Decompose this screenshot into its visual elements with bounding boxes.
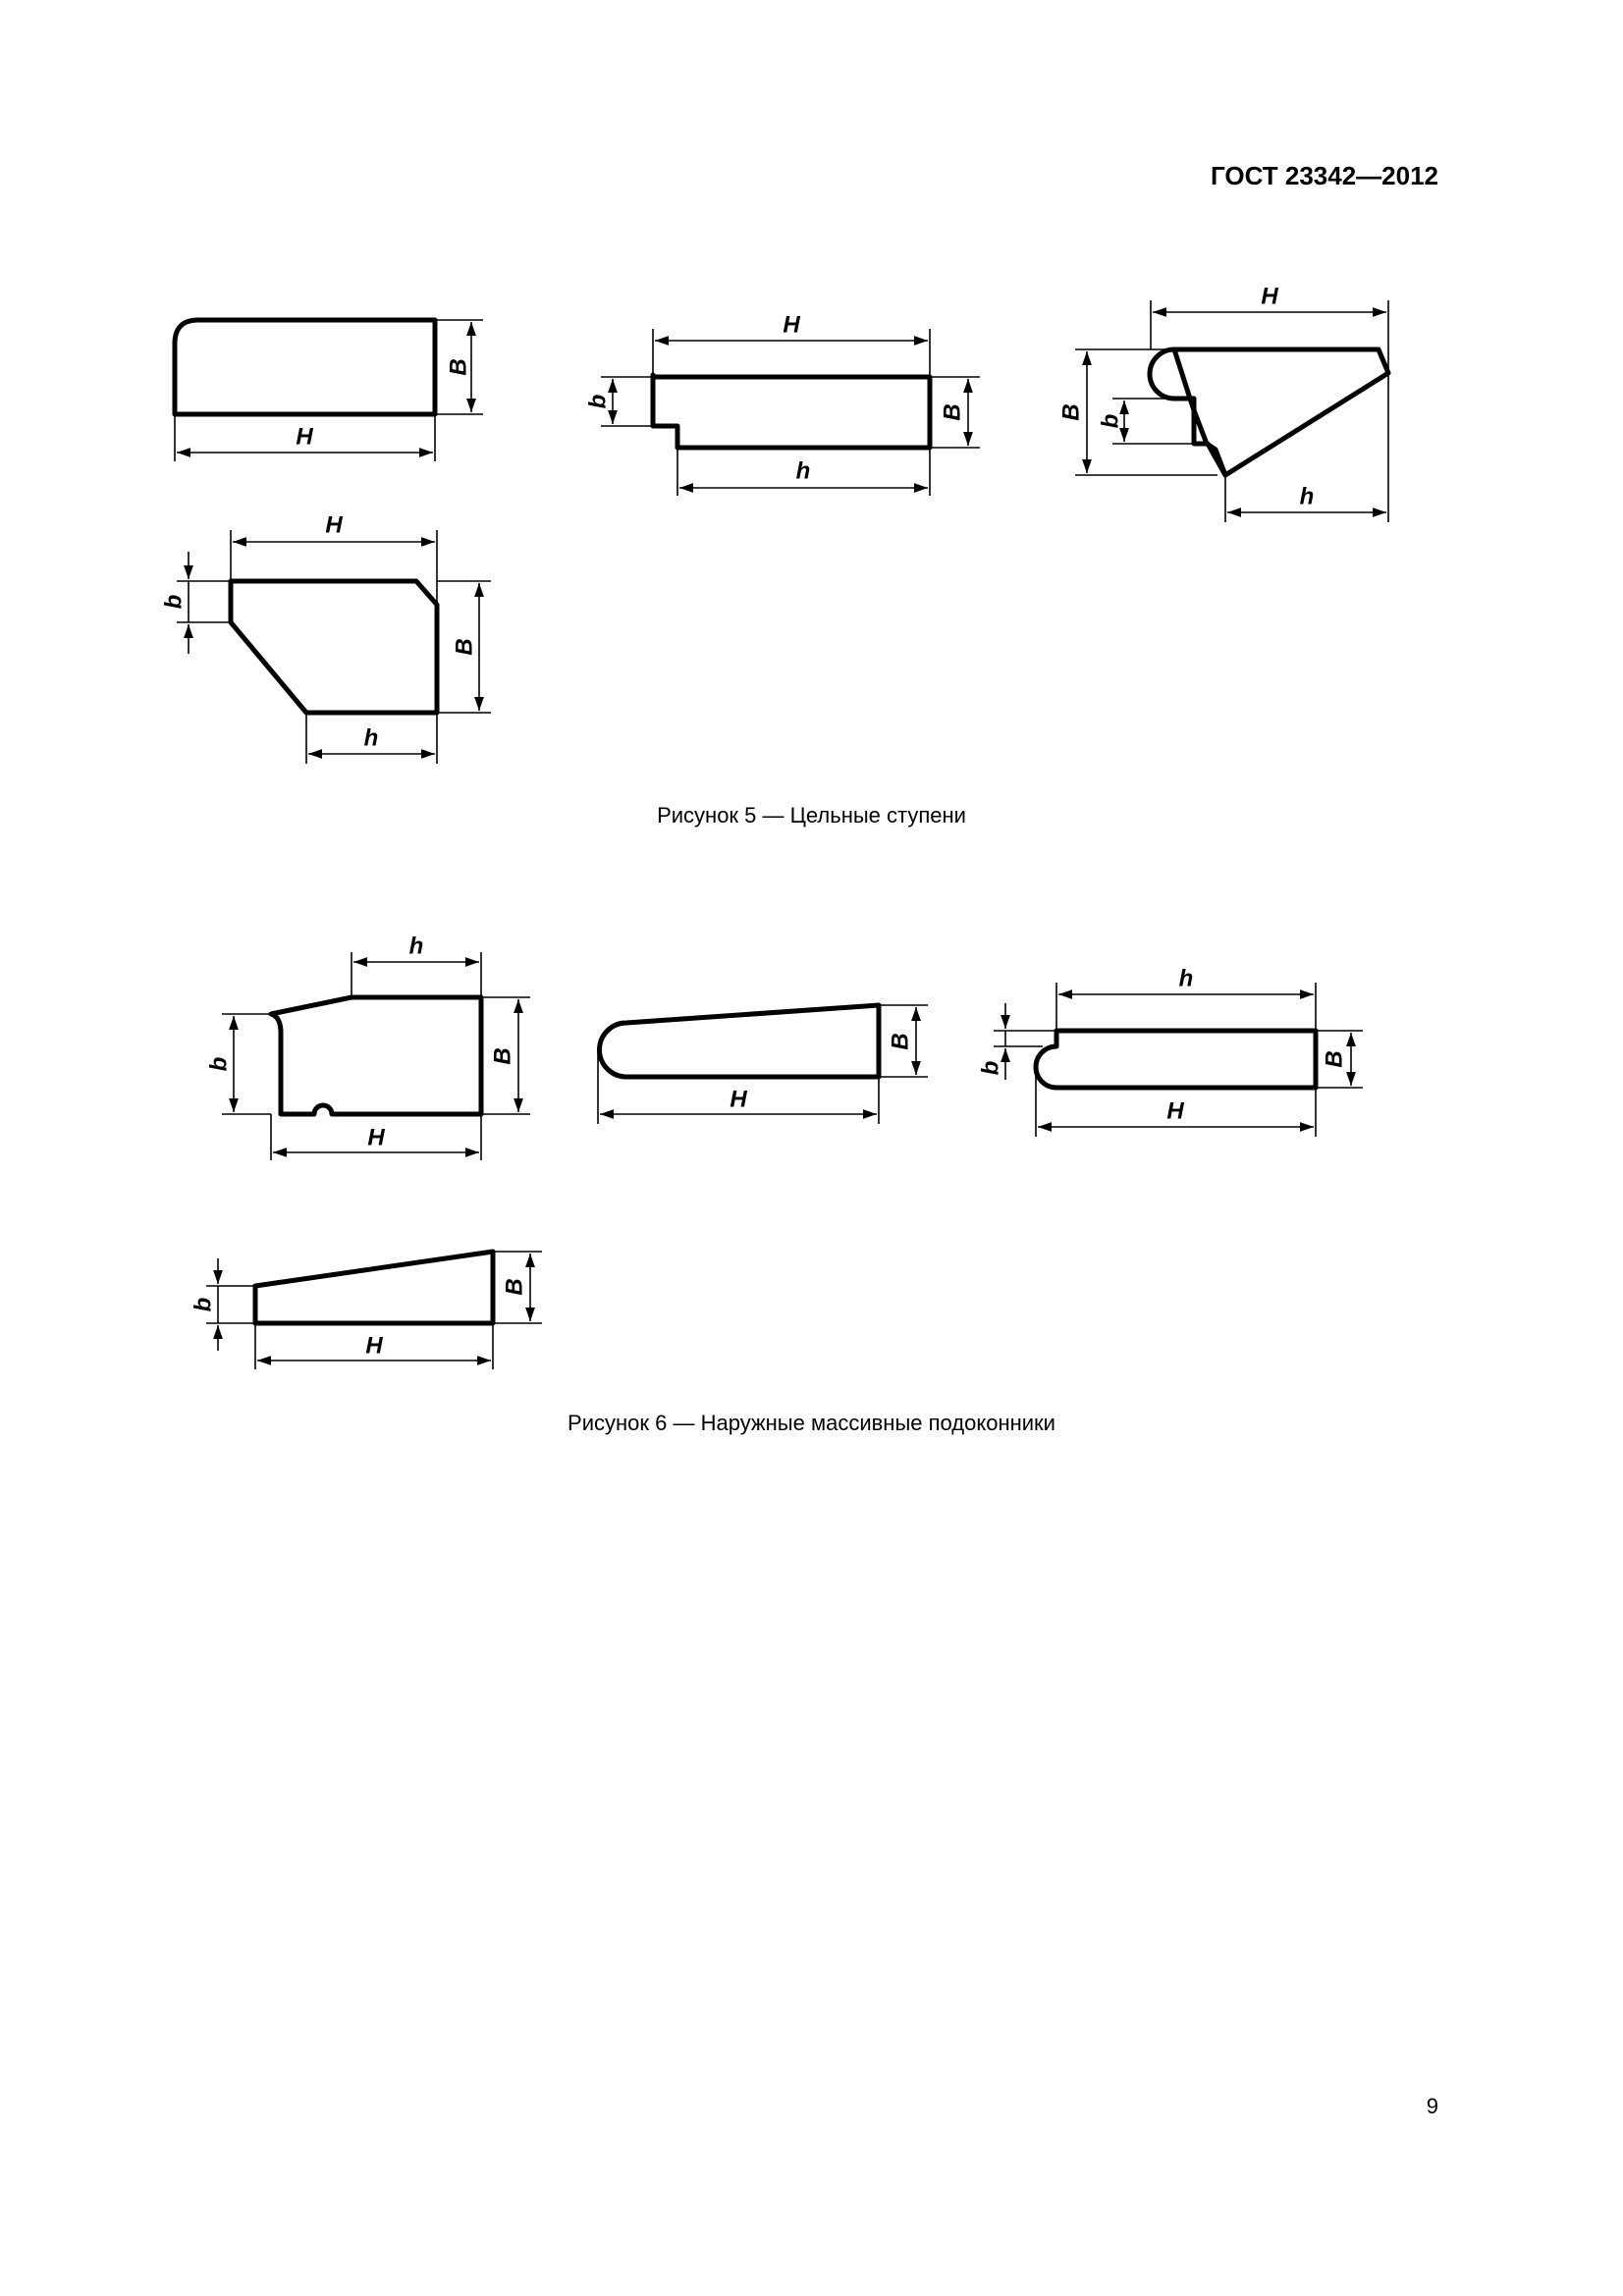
dim-label-b: b	[205, 1056, 233, 1072]
dim-label-b: b	[189, 1297, 217, 1312]
page-number: 9	[1426, 2094, 1438, 2118]
dim-label-b: b	[160, 594, 188, 610]
dim-label-H: H	[365, 1332, 383, 1360]
dim-label-H: H	[367, 1124, 385, 1151]
fig6-sill-drip	[205, 933, 530, 1160]
dim-label-H: H	[325, 511, 343, 539]
dim-label-b: b	[1097, 413, 1124, 429]
document-code: ГОСТ 23342—2012	[1211, 161, 1438, 190]
dim-label-h: h	[363, 724, 379, 752]
fig6-sill-tapered	[598, 1005, 928, 1124]
dim-label-h: h	[795, 457, 811, 485]
fig6-sill-wedge	[189, 1252, 542, 1369]
dim-label-H: H	[296, 423, 313, 451]
fig5-step-chamfered	[160, 511, 491, 764]
dim-label-H: H	[730, 1086, 747, 1113]
dim-label-B: B	[445, 358, 472, 376]
dim-label-H: H	[1166, 1097, 1184, 1125]
figure6-caption: Рисунок 6 — Наружные массивные подоконники	[568, 1411, 1055, 1435]
fig5-step-notched	[584, 311, 980, 496]
fig5-step-rounded	[175, 320, 483, 461]
dim-label-h: h	[1299, 483, 1315, 510]
dim-label-B: B	[939, 403, 966, 421]
dim-label-B: B	[501, 1278, 528, 1296]
dim-label-B: B	[451, 638, 478, 656]
dim-label-b: b	[584, 394, 612, 409]
dim-label-H: H	[783, 311, 800, 339]
dim-label-B: B	[1321, 1050, 1348, 1068]
dim-label-h: h	[1178, 965, 1194, 992]
fig6-sill-bullnose	[977, 965, 1363, 1137]
dim-label-B: B	[887, 1033, 914, 1050]
dim-label-B: B	[1057, 403, 1085, 421]
dim-label-b: b	[977, 1060, 1004, 1076]
figure5-caption: Рисунок 5 — Цельные ступени	[657, 803, 966, 828]
dim-label-B: B	[489, 1047, 516, 1065]
dim-label-h: h	[408, 933, 424, 960]
dim-label-H: H	[1261, 283, 1278, 310]
fig5-step-bullnose	[1057, 283, 1388, 522]
